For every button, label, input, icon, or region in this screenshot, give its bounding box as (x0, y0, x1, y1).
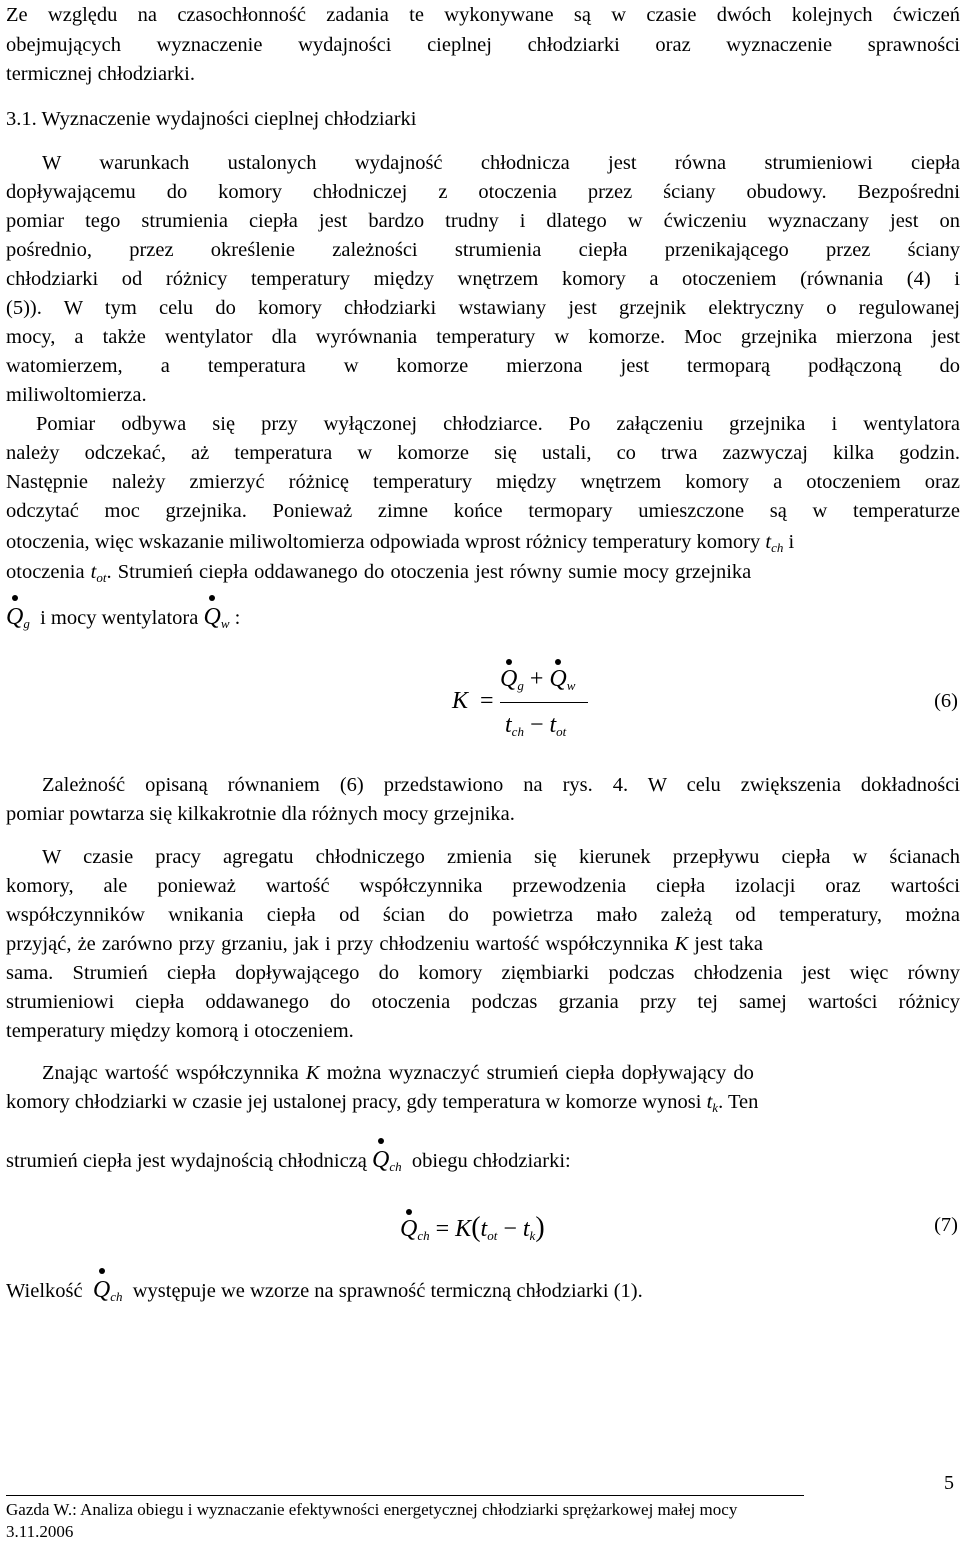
subscript-w: w (220, 616, 230, 631)
text-segment: można wyznaczyć strumień ciepła dopływający do (326, 1062, 754, 1084)
text-segment: jest taka (694, 933, 764, 955)
symbol-k: K (305, 1062, 320, 1084)
text-line: pośrednio, przez określenie zależności strumienia ciepła przenikającego przez ściany (6, 239, 960, 261)
symbol-q-dot: Q (400, 1216, 418, 1242)
text-segment: Znając wartość współczynnika (42, 1062, 299, 1084)
text-line: mocy, a także wentylator dla wyrównania temperatury w komorze. Moc grzejnika mierzona jest (6, 326, 960, 348)
symbol-t: t (505, 712, 512, 738)
text-line: watomierzem, a temperatura w komorze mierzona jest termoparą podłączoną do (6, 355, 960, 377)
subscript-g: g (23, 616, 30, 631)
text-segment: otoczenia (6, 561, 85, 583)
text-segment: obiegu chłodziarki: (411, 1150, 571, 1172)
footer-rule (6, 1495, 804, 1496)
symbol-k: K (452, 688, 469, 714)
subscript-ot: ot (487, 1228, 498, 1243)
symbol-t: t (549, 712, 557, 738)
symbol-t: t (706, 1091, 713, 1113)
subscript-ot: ot (96, 570, 107, 585)
symbol-t: t (480, 1216, 488, 1242)
symbol-q-dot: Q (92, 1277, 111, 1303)
paren-left: ( (471, 1212, 481, 1243)
text-line: komory, ale ponieważ wartość współczynnika przewodzenia ciepła izolacji oraz wartości (6, 875, 960, 897)
subscript-ch: ch (389, 1159, 402, 1174)
text-line: miliwoltomierza. (6, 384, 147, 406)
text-segment: występuje we wzorze na sprawność termiczną chłodziarki (1). (132, 1280, 643, 1302)
subscript-ch: ch (417, 1228, 430, 1243)
symbol-q-dot: Q (203, 604, 221, 630)
text-segment: Wielkość (6, 1280, 83, 1302)
equation-number: (6) (934, 690, 958, 712)
footer-date: 3.11.2006 (6, 1522, 74, 1541)
text-line: termicznej chłodziarki. (6, 63, 195, 85)
text-line (6, 1058, 960, 1088)
minus-sign: − (529, 712, 544, 738)
minus-sign: − (503, 1216, 517, 1242)
page-number: 5 (944, 1472, 954, 1494)
section-heading: 3.1. Wyznaczenie wydajności cieplnej chłodziarki (6, 108, 417, 130)
symbol-k: K (674, 933, 689, 955)
text-line: Pomiar odbywa się przy wyłączonej chłodziarce. Po załączeniu grzejnika i wentylatora (36, 413, 960, 435)
text-segment: i (788, 531, 795, 553)
text-segment: : (234, 607, 241, 629)
text-line (6, 602, 960, 632)
subscript-k: k (529, 1228, 536, 1243)
text-line: temperatury między komorą i otoczeniem. (6, 1020, 354, 1042)
text-line (6, 1145, 960, 1175)
subscript-ot: ot (556, 724, 567, 739)
subscript-ch: ch (110, 1289, 123, 1304)
text-line: dopływającemu do komory chłodniczej z otoczenia przez ściany obudowy. Bezpośredni (6, 181, 960, 203)
text-line: sama. Strumień ciepła dopływającego do komory zięmbiarki podczas chłodzenia jest więc równy (6, 962, 960, 984)
equation-number: (7) (934, 1214, 958, 1236)
text-line: pomiar powtarza się kilkakrotnie dla różnych mocy grzejnika. (6, 803, 515, 825)
text-line: Zależność opisaną równaniem (6) przedstawiono na rys. 4. W celu zwiększenia dokładności (42, 774, 960, 796)
text-line: odczytać moc grzejnika. Ponieważ zimne końce termopary umieszczone są w temperaturze (6, 500, 960, 522)
text-line: Następnie należy zmierzyć różnicę temperatury między wnętrzem komory a otoczeniem oraz (6, 471, 960, 493)
footer-text: Gazda W.: Analiza obiegu i wyznaczanie efektywności energetycznej chłodziarki sprężarkowej małej mocy (6, 1500, 738, 1519)
text-line: W warunkach ustalonych wydajność chłodnicza jest równa strumieniowi ciepła (42, 152, 960, 174)
subscript-w: w (566, 678, 576, 693)
text-segment: . Strumień ciepła oddawanego do otoczenia jest równy sumie mocy grzejnika (106, 561, 752, 583)
text-segment: strumień ciepła jest wydajnością chłodniczą (6, 1150, 367, 1172)
text-line: W czasie pracy agregatu chłodniczego zmienia się kierunek przepływu ciepła w ścianach (42, 846, 960, 868)
paren-right: ) (535, 1212, 545, 1243)
fraction-bar (500, 702, 588, 703)
text-line: Ze względu na czasochłonność zadania te wykonywane są w czasie dwóch kolejnych ćwiczeń (6, 4, 960, 26)
symbol-k: K (455, 1216, 472, 1242)
text-line: chłodziarki od różnicy temperatury między wnętrzem komory a otoczeniem (równania (4) i (6, 268, 960, 290)
text-line (6, 1087, 960, 1117)
plus-sign: + (529, 666, 544, 692)
text-line (6, 557, 960, 587)
symbol-q-dot: Q (549, 666, 567, 692)
equals-sign: = (480, 688, 494, 714)
numerator (500, 666, 575, 693)
text-line (6, 929, 960, 959)
symbol-t: t (90, 561, 97, 583)
text-line: należy odczekać, aż temperatura w komorze się ustali, co trwa zazwyczaj kilka godzin. (6, 442, 960, 464)
text-line: strumieniowi ciepła oddawanego do otoczenia podczas grzania przy tej samej wartości różnicy (6, 991, 960, 1013)
text-segment: otoczenia, więc wskazanie miliwoltomierza odpowiada wprost różnicy temperatury komory (6, 531, 761, 553)
equals-sign: = (435, 1216, 450, 1242)
symbol-t: t (522, 1216, 530, 1242)
denominator (505, 712, 566, 739)
text-segment: i mocy wentylatora (40, 607, 199, 629)
subscript-ch: ch (511, 724, 524, 739)
text-line: obejmujących wyznaczenie wydajności cieplnej chłodziarki oraz wyznaczenie sprawności (6, 34, 960, 56)
text-line: współczynników wnikania ciepła od ścian do powietrza mało zależą od temperatury, można (6, 904, 960, 926)
symbol-q-dot: Q (500, 666, 518, 692)
text-segment: przyjąć, że zarówno przy grzaniu, jak i przy chłodzeniu wartość współczynnika (6, 933, 669, 955)
text-line (6, 1275, 960, 1305)
text-segment: komory chłodziarki w czasie jej ustalonej pracy, gdy temperatura w komorze wynosi (6, 1091, 702, 1113)
text-line (6, 527, 960, 557)
subscript-ch: ch (771, 540, 784, 555)
text-segment: . Ten (718, 1091, 759, 1113)
text-line: pomiar tego strumienia ciepła jest bardzo trudny i dlatego w ćwiczeniu wyznaczany jest on (6, 210, 960, 232)
subscript-g: g (517, 678, 524, 693)
subscript-k: k (712, 1100, 719, 1115)
equation-body (400, 1212, 545, 1244)
symbol-t: t (765, 531, 772, 553)
symbol-q-dot: Q (372, 1147, 390, 1173)
text-line: (5)). W tym celu do komory chłodziarki wstawiany jest grzejnik elektryczny o regulowanej (6, 297, 960, 319)
symbol-q-dot: Q (6, 604, 24, 630)
